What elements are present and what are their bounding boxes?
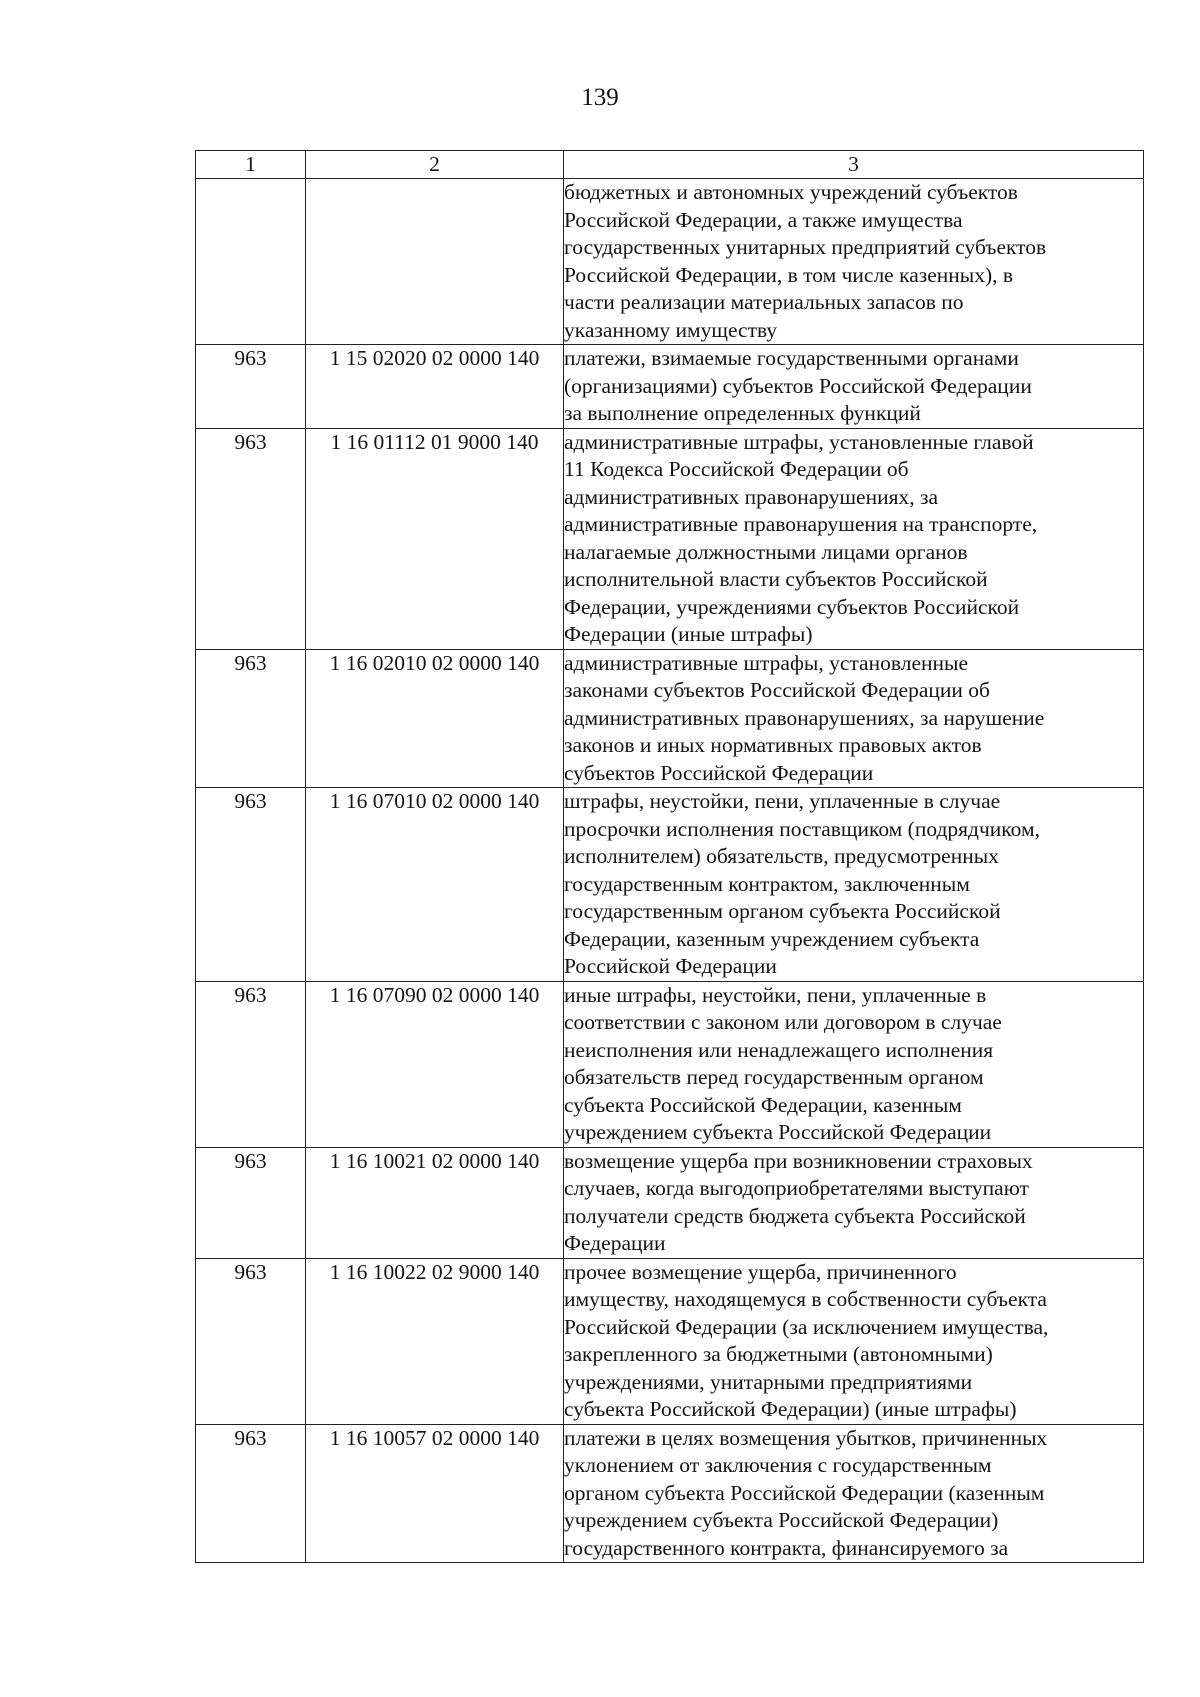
description-line: случаев, когда выгодоприобретателями выступают [564, 1176, 1029, 1200]
description-line: за выполнение определенных функций [564, 401, 921, 425]
description-line: учреждениями, унитарными предприятиями [564, 1369, 973, 1394]
budget-code-cell: 1 16 10021 02 0000 140 [306, 1147, 564, 1258]
column-header-1: 1 [196, 151, 306, 179]
table-row [196, 345, 1144, 429]
description-line: учреждением субъекта Российской Федерации) [564, 1508, 999, 1532]
description-line: (организациями) субъектов Российской Федерации [564, 373, 1032, 398]
description-line: неисполнения или ненадлежащего исполнения [564, 1037, 994, 1062]
table-row [196, 179, 1144, 345]
admin-code-cell: 963 [196, 428, 306, 649]
admin-code-cell: 963 [196, 345, 306, 429]
description-line: административных правонарушениях, за нарушение [564, 705, 1045, 730]
table-row [196, 1147, 1144, 1258]
budget-code-cell: 1 16 07010 02 0000 140 [306, 788, 564, 982]
table-body [196, 179, 1144, 1563]
table-row [196, 981, 1144, 1147]
admin-code-cell: 963 [196, 788, 306, 982]
description-line: налагаемые должностными лицами органов [564, 539, 968, 564]
description-line: иные штрафы, неустойки, пени, уплаченные в [564, 982, 987, 1007]
description-line: платежи, взимаемые государственными органами [564, 346, 1019, 370]
description-line: государственного контракта, финансируемого за [564, 1535, 1009, 1560]
description-line: получатели средств бюджета субъекта Российской [564, 1203, 1026, 1228]
table-row [196, 428, 1144, 649]
description-line: Российской Федерации (за исключением имущества, [564, 1314, 1049, 1339]
budget-code-cell: 1 15 02020 02 0000 140 [306, 345, 564, 429]
description-line: исполнительной власти субъектов Российской [564, 567, 988, 591]
description-line: административные правонарушения на транспорте, [564, 512, 1038, 536]
page-number: 139 [581, 84, 619, 111]
admin-code-cell: 963 [196, 1258, 306, 1424]
description-line: возмещение ущерба при возникновении страховых [564, 1148, 1033, 1173]
column-header-2: 2 [306, 151, 564, 179]
description-line: 11 Кодекса Российской Федерации об [564, 457, 909, 481]
description-line: Российской Федерации, а также имущества [564, 207, 963, 232]
description-cell [564, 179, 1144, 345]
description-cell [564, 345, 1144, 429]
description-line: соответствии с законом или договором в случае [564, 1010, 1002, 1034]
description-line: исполнителем) обязательств, предусмотренных [564, 844, 999, 868]
description-line: обязательств перед государственным органом [564, 1065, 984, 1089]
description-line: законов и иных нормативных правовых актов [564, 733, 982, 757]
description-line: административных правонарушениях, за [564, 484, 939, 509]
table-header-row [196, 151, 1144, 179]
table-row [196, 1424, 1144, 1563]
description-line: закрепленного за бюджетными (автономными) [564, 1342, 993, 1366]
budget-code-cell: 1 16 10022 02 9000 140 [306, 1258, 564, 1424]
description-line: государственных унитарных предприятий субъектов [564, 235, 1047, 259]
admin-code-cell: 963 [196, 981, 306, 1147]
description-line: законами субъектов Российской Федерации об [564, 678, 990, 702]
admin-code-cell [196, 179, 306, 345]
description-line: прочее возмещение ущерба, причиненного [564, 1259, 957, 1284]
description-line: платежи в целях возмещения убытков, причиненных [564, 1425, 1048, 1450]
description-line: органом субъекта Российской Федерации (казенным [564, 1480, 1045, 1505]
description-line: штрафы, неустойки, пени, уплаченные в случае [564, 789, 1001, 813]
description-cell [564, 428, 1144, 649]
description-line: части реализации материальных запасов по [564, 290, 964, 314]
description-line: указанному имуществу [564, 317, 778, 342]
budget-code-cell: 1 16 02010 02 0000 140 [306, 649, 564, 788]
table-row [196, 649, 1144, 788]
admin-code-cell: 963 [196, 649, 306, 788]
description-cell [564, 649, 1144, 788]
description-line: административные штрафы, установленные [564, 650, 968, 675]
description-line: Российской Федерации, в том числе казенных), в [564, 262, 1014, 287]
description-line: Федерации, учреждениями субъектов Российской [564, 594, 1020, 619]
budget-code-cell: 1 16 07090 02 0000 140 [306, 981, 564, 1147]
description-line: уклонением от заключения с государственным [564, 1453, 992, 1477]
description-cell [564, 788, 1144, 982]
description-line: имуществу, находящемуся в собственности субъекта [564, 1287, 1047, 1311]
revenue-codes-table [195, 150, 1144, 1563]
description-line: государственным контрактом, заключенным [564, 871, 970, 896]
description-line: субъекта Российской Федерации) (иные штрафы) [564, 1397, 1017, 1421]
description-line: бюджетных и автономных учреждений субъектов [564, 180, 1018, 204]
description-line: Федерации (иные штрафы) [564, 622, 813, 646]
admin-code-cell: 963 [196, 1424, 306, 1563]
budget-code-cell [306, 179, 564, 345]
description-line: учреждением субъекта Российской Федерации [564, 1120, 992, 1144]
description-cell [564, 1258, 1144, 1424]
description-line: просрочки исполнения поставщиком (подрядчиком, [564, 816, 1040, 841]
column-header-3: 3 [564, 151, 1144, 179]
budget-code-cell: 1 16 10057 02 0000 140 [306, 1424, 564, 1563]
description-cell [564, 1147, 1144, 1258]
description-line: административные штрафы, установленные главой [564, 429, 1034, 454]
description-line: государственным органом субъекта Российской [564, 899, 1001, 923]
description-line: Федерации, казенным учреждением субъекта [564, 926, 980, 951]
description-cell [564, 1424, 1144, 1563]
description-line: субъекта Российской Федерации, казенным [564, 1092, 962, 1117]
description-cell [564, 981, 1144, 1147]
admin-code-cell: 963 [196, 1147, 306, 1258]
budget-code-cell: 1 16 01112 01 9000 140 [306, 428, 564, 649]
description-line: Федерации [564, 1231, 666, 1255]
table-row [196, 788, 1144, 982]
description-line: Российской Федерации [564, 954, 777, 978]
description-line: субъектов Российской Федерации [564, 760, 874, 785]
table-row [196, 1258, 1144, 1424]
